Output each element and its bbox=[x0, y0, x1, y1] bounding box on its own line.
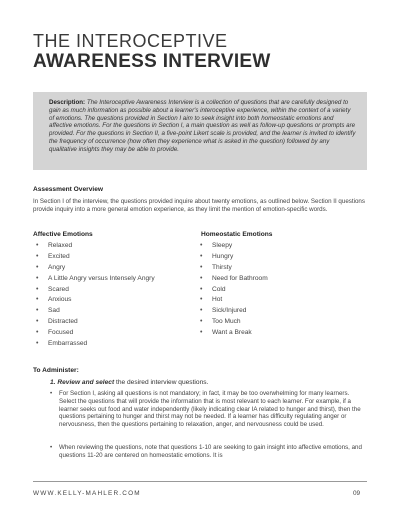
bullet-icon: • bbox=[36, 318, 39, 326]
description-lead: Description: bbox=[49, 99, 86, 106]
homeostatic-heading: Homeostatic Emotions bbox=[201, 231, 273, 238]
homeostatic-list bbox=[200, 240, 360, 338]
list-item: • Hungry bbox=[200, 252, 234, 260]
bullet-icon: • bbox=[36, 241, 39, 249]
administer-heading: To Administer: bbox=[33, 367, 79, 374]
list-item: • Excited bbox=[36, 252, 70, 260]
bullet-icon: • bbox=[36, 274, 39, 282]
bullet-icon: • bbox=[36, 296, 39, 304]
bullet-icon: • bbox=[36, 339, 39, 347]
step-emphasis: Review and select bbox=[57, 379, 115, 386]
bullet-icon: • bbox=[200, 296, 203, 304]
step-number: 1. bbox=[50, 379, 56, 386]
step-1 bbox=[50, 379, 208, 386]
bullet-icon: • bbox=[50, 390, 53, 397]
footer-website: WWW.KELLY-MAHLER.COM bbox=[33, 490, 141, 497]
footer-page-number: 09 bbox=[353, 490, 361, 497]
bullet-icon: • bbox=[200, 241, 203, 249]
list-item: • Too Much bbox=[200, 318, 241, 326]
list-item: • Anxious bbox=[36, 296, 72, 304]
description-box bbox=[33, 92, 367, 170]
bullet-2-text: When reviewing the questions, note that questions 1-10 are seeking to gain insight into affective emotions, and questions 11-20 are centered on homeostatic emotions. It is bbox=[59, 444, 362, 459]
bullet-icon: • bbox=[200, 274, 203, 282]
list-item: • Scared bbox=[36, 285, 69, 293]
list-item: • Sad bbox=[36, 307, 60, 315]
list-item: • Thirsty bbox=[200, 263, 232, 271]
list-item: • Hot bbox=[200, 296, 223, 304]
administer-bullet-2 bbox=[50, 444, 367, 460]
list-item: • Cold bbox=[200, 285, 226, 293]
bullet-icon: • bbox=[200, 307, 203, 315]
affective-list bbox=[36, 240, 196, 349]
bullet-icon: • bbox=[200, 329, 203, 337]
title-line-2: AWARENESS INTERVIEW bbox=[33, 51, 271, 72]
list-item: • Relaxed bbox=[36, 241, 73, 249]
administer-bullet-1 bbox=[50, 390, 367, 429]
title-line-1: THE INTEROCEPTIVE bbox=[33, 31, 228, 51]
bullet-icon: • bbox=[36, 263, 39, 271]
list-item: • Angry bbox=[36, 263, 66, 271]
bullet-1-text: For Section I, asking all questions is not mandatory; in fact, it may be too overwhelming for many learners. Select the questions that will provide the information that is most relevant to each learner. For example, if a learner seeks out food and water independently (likely indicating clear IA related to hunger and thirst), then the questions pertaining to hunger and thirst may not be needed. If a learner has difficulty regulating anger or nervousness, then the questions pertaining to relaxation, anger, and nervousness could be used. bbox=[59, 390, 361, 429]
list-item: • Need for Bathroom bbox=[200, 274, 268, 282]
list-item: • Focused bbox=[36, 329, 74, 337]
bullet-icon: • bbox=[200, 285, 203, 293]
bullet-icon: • bbox=[36, 252, 39, 260]
step-rest: the desired interview questions. bbox=[116, 379, 209, 386]
assessment-heading: Assessment Overview bbox=[33, 186, 104, 193]
list-item: • Sick/Injured bbox=[200, 307, 247, 315]
bullet-icon: • bbox=[50, 444, 53, 451]
bullet-icon: • bbox=[200, 263, 203, 271]
bullet-icon: • bbox=[200, 318, 203, 326]
affective-heading: Affective Emotions bbox=[33, 231, 93, 238]
list-item: • Want a Break bbox=[200, 329, 252, 337]
bullet-icon: • bbox=[36, 329, 39, 337]
bullet-icon: • bbox=[200, 252, 203, 260]
bullet-icon: • bbox=[36, 285, 39, 293]
description-body: The Interoceptive Awareness Interview is a collection of questions that are carefully designed to gain as much information as possible about a learner's interoceptive experience, within the context of a variety of emotions. The questions provided in Section I aim to seek insight into both homeostatic emotions and affective emotions. For the questions in Section I, a main question as well as follow-up questions or prompts are provided. For the questions in Section II, a five-point Likert scale is provided, and the learner is invited to identify the frequency of occurrence (how often they experience what is asked in the question) followed by any qualitative insights they may be able to provide. bbox=[49, 99, 356, 153]
footer-divider bbox=[33, 481, 367, 482]
list-item: • Embarrassed bbox=[36, 339, 88, 347]
assessment-text: In Section I of the interview, the questions provided inquire about twenty emotions, as outlined below. Section II questions provide inquiry into a more general emotion experience, as they limit the mention of emotion-specific words. bbox=[33, 198, 365, 213]
bullet-icon: • bbox=[36, 307, 39, 315]
list-item: • Sleepy bbox=[200, 241, 233, 249]
list-item: • A Little Angry versus Intensely Angry bbox=[36, 274, 155, 282]
list-item: • Distracted bbox=[36, 318, 78, 326]
